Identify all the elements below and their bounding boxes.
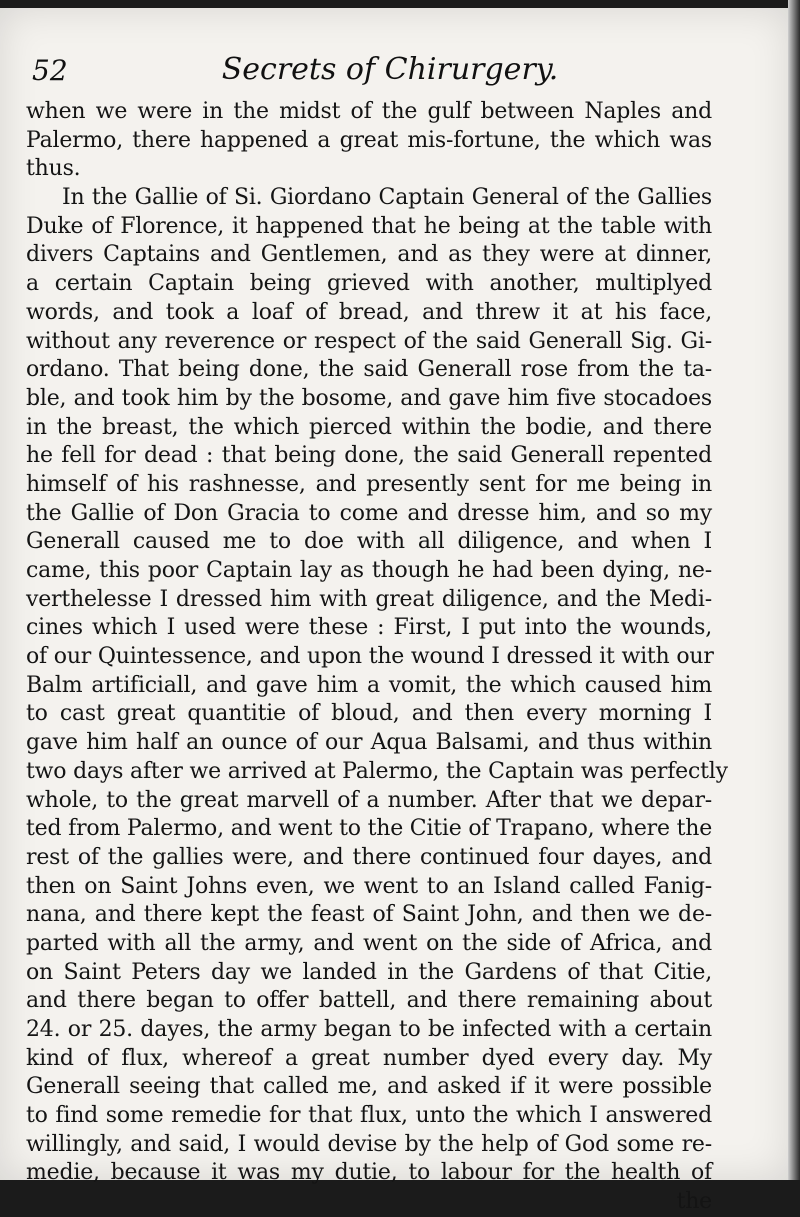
text-line: and there began to offer battell, and there remaining about bbox=[26, 988, 712, 1014]
text-line: two days after we arrived at Palermo, the Captain was perfectly bbox=[26, 758, 728, 784]
book-page bbox=[0, 8, 790, 1215]
text-line: gave him half an ounce of our Aqua Balsami, and thus within bbox=[26, 730, 712, 756]
text-line: Generall seeing that called me, and asked if it were possible bbox=[26, 1074, 712, 1100]
running-title: Secrets of Chirurgery. bbox=[221, 52, 559, 87]
text-line: ted from Palermo, and went to the Citie of Trapano, where the bbox=[26, 816, 713, 842]
text-line: in the breast, the which pierced within the bodie, and there bbox=[26, 414, 712, 440]
text-line: cines which I used were these : First, I put into the wounds, bbox=[26, 615, 712, 641]
text-line: thus. bbox=[26, 156, 81, 182]
text-line: 24. or 25. dayes, the army began to be infected with a certain bbox=[26, 1017, 712, 1042]
page-edge-shadow bbox=[788, 0, 800, 1180]
text-line: willingly, and said, I would devise by the help of God some re- bbox=[26, 1131, 712, 1157]
body-text bbox=[26, 98, 728, 1217]
text-line: on Saint Peters day we landed in the Gardens of that Citie, bbox=[26, 959, 712, 985]
text-line: ordano. That being done, the said Generall rose from the ta- bbox=[26, 357, 712, 383]
page-number: 52 bbox=[32, 54, 68, 87]
text-line: without any reverence or respect of the said Generall Sig. Gi- bbox=[26, 328, 712, 354]
text-line: ble, and took him by the bosome, and gave him five stocadoes bbox=[26, 385, 712, 411]
text-line: Balm artificiall, and gave him a vomit, the which caused him bbox=[26, 672, 712, 698]
text-line: rest of the gallies were, and there continued four dayes, and bbox=[26, 844, 712, 870]
text-line: divers Captains and Gentlemen, and as they were at dinner, bbox=[26, 242, 712, 268]
text-line: In the Gallie of Si. Giordano Captain General of the Gallies bbox=[62, 185, 712, 211]
text-line: Generall caused me to doe with all diligence, and when I bbox=[26, 529, 712, 555]
text-line: whole, to the great marvell of a number. After that we depar- bbox=[26, 787, 712, 813]
text-line: the Gallie of Don Gracia to come and dresse him, and so my bbox=[26, 500, 712, 526]
text-line: he fell for dead : that being done, the said Generall repented bbox=[26, 443, 712, 469]
text-line: Palermo, there happened a great mis-fortune, the which was bbox=[26, 127, 712, 153]
text-line: medie, because it was my dutie, to labour for the health of bbox=[26, 1160, 712, 1186]
text-line: kind of flux, whereof a great number dyed every day. My bbox=[26, 1045, 712, 1071]
text-line: nana, and there kept the feast of Saint John, and then we de- bbox=[26, 902, 712, 928]
catchword: the bbox=[676, 1189, 712, 1215]
text-line: verthelesse I dressed him with great diligence, and the Medi- bbox=[26, 586, 712, 612]
text-line: when we were in the midst of the gulf between Naples and bbox=[26, 99, 712, 124]
text-line: parted with all the army, and went on the side of Africa, and bbox=[26, 930, 712, 956]
text-line: then on Saint Johns even, we went to an Island called Fanig- bbox=[26, 873, 712, 899]
text-line: of our Quintessence, and upon the wound I dressed it with our bbox=[26, 644, 714, 670]
text-line: to cast great quantitie of bloud, and then every morning I bbox=[26, 701, 712, 727]
text-line: himself of his rashnesse, and presently sent for me being in bbox=[26, 471, 712, 497]
text-line: Duke of Florence, it happened that he being at the table with bbox=[26, 213, 712, 239]
text-line: words, and took a loaf of bread, and threw it at his face, bbox=[26, 299, 712, 325]
text-line: a certain Captain being grieved with another, multiplyed bbox=[26, 271, 712, 297]
text-line: came, this poor Captain lay as though he had been dying, ne- bbox=[26, 558, 712, 583]
text-line: to find some remedie for that flux, unto the which I answered bbox=[26, 1103, 712, 1129]
page-header bbox=[30, 48, 750, 88]
